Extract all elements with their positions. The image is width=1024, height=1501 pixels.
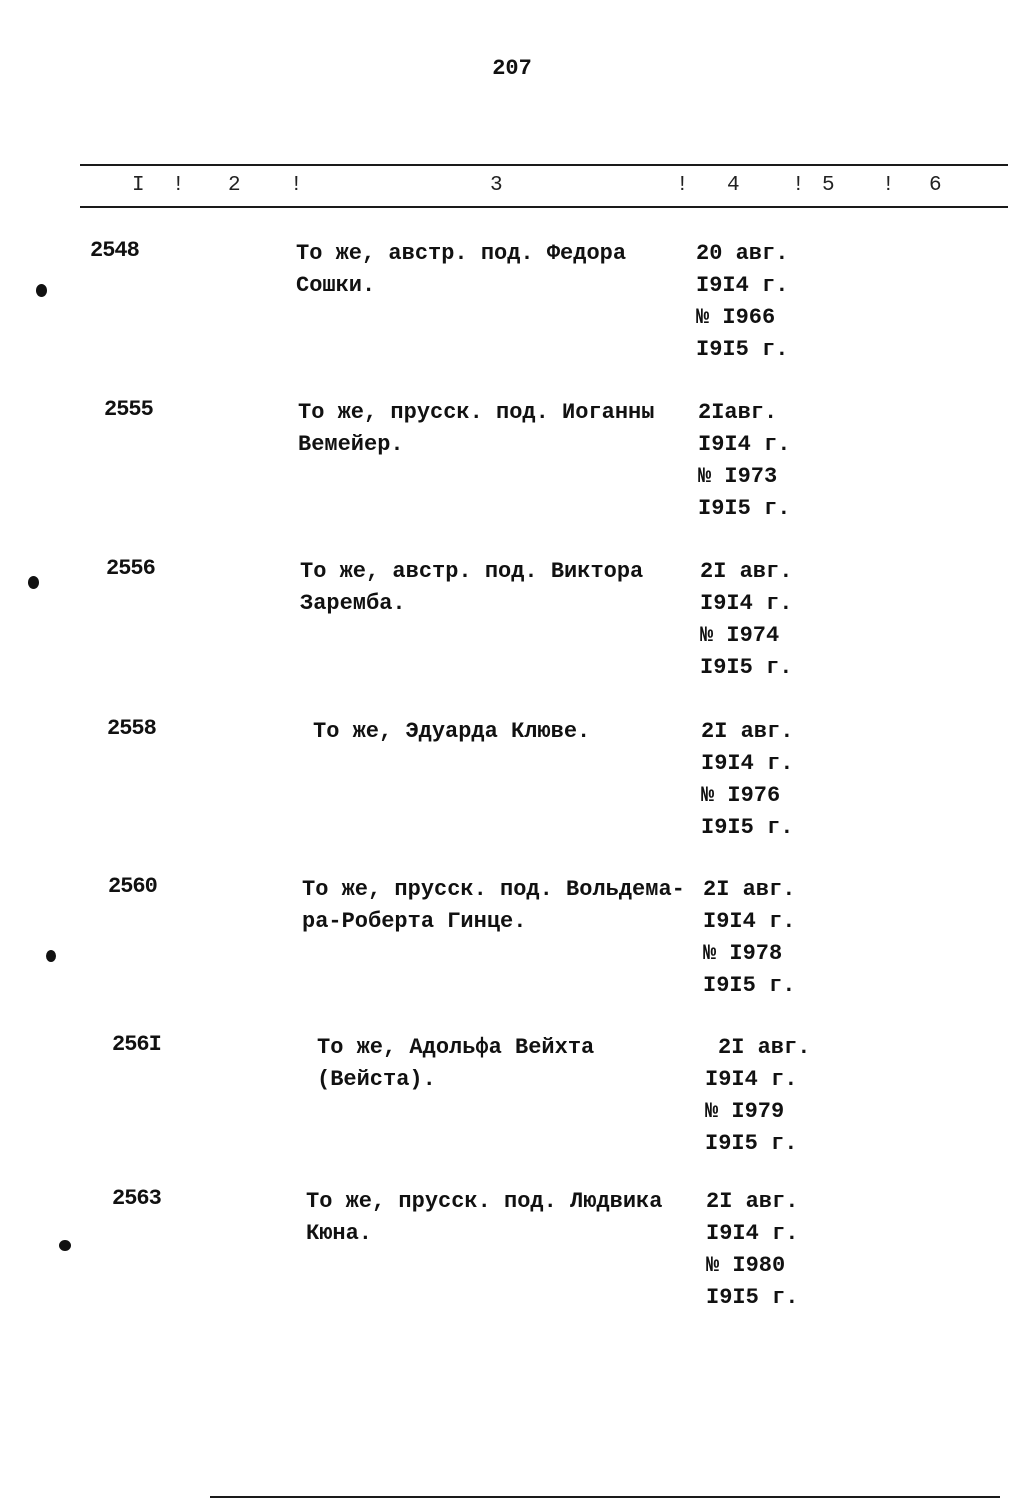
- column-header-1: I: [132, 174, 145, 197]
- record-date-start: 20 авг.: [696, 241, 789, 266]
- record-number: 2548: [90, 238, 139, 263]
- record-date-start: 2I авг.: [700, 559, 793, 584]
- record-date-start-year: I9I4 г.: [701, 751, 794, 776]
- table-row: [0, 238, 1024, 378]
- record-dates: [705, 1032, 825, 1160]
- record-number: 2555: [104, 397, 153, 422]
- record-date-end-year: I9I5 г.: [703, 973, 796, 998]
- table-row: [0, 397, 1024, 537]
- binding-hole-mark: [28, 576, 39, 589]
- record-number: 256I: [112, 1032, 161, 1057]
- record-date-start: 2I авг.: [706, 1189, 799, 1214]
- record-number: 2556: [106, 556, 155, 581]
- record-dates: [701, 716, 821, 844]
- record-date-start-year: I9I4 г.: [696, 273, 789, 298]
- record-dates: [700, 556, 820, 684]
- binding-hole-mark: [46, 950, 56, 962]
- record-date-end-year: I9I5 г.: [698, 496, 791, 521]
- column-separator: !: [172, 174, 185, 197]
- record-date-start-year: I9I4 г.: [706, 1221, 799, 1246]
- record-dates: [706, 1186, 826, 1314]
- table-row: [0, 1032, 1024, 1172]
- table-row: [0, 874, 1024, 1014]
- record-description: То же, австр. под. Федора Сошки.: [296, 241, 627, 298]
- record-date-start: 2I авг.: [701, 719, 794, 744]
- record-case-number: № I966: [696, 305, 776, 330]
- record-number: 2563: [112, 1186, 161, 1211]
- record-date-start: 2Iавг.: [698, 400, 778, 425]
- record-date-end-year: I9I5 г.: [696, 337, 789, 362]
- record-date-start: 2I авг.: [703, 877, 796, 902]
- record-description: То же, австр. под. Виктора Заремба.: [300, 559, 644, 616]
- record-case-number: № I976: [701, 783, 781, 808]
- table-row: [0, 1186, 1024, 1326]
- page-number: 207: [492, 56, 532, 81]
- record-case-number: № I973: [698, 464, 778, 489]
- record-dates: [703, 874, 823, 1002]
- record-case-number: № I980: [706, 1253, 786, 1278]
- column-header-4: 4: [727, 174, 740, 197]
- record-date-start: 2I авг.: [718, 1035, 811, 1060]
- record-description: То же, прусск. под. Иоганны Вемейер.: [298, 400, 655, 457]
- record-number: 2560: [108, 874, 157, 899]
- record-date-start-year: I9I4 г.: [698, 432, 791, 457]
- record-date-start-year: I9I4 г.: [703, 909, 796, 934]
- record-case-number: № I974: [700, 623, 780, 648]
- record-number: 2558: [107, 716, 156, 741]
- record-description: То же, прусск. под. Людвика Кюна.: [306, 1189, 663, 1246]
- column-separator: !: [676, 174, 689, 197]
- page-bottom-rule: [210, 1496, 1000, 1498]
- record-date-end-year: I9I5 г.: [701, 815, 794, 840]
- column-separator: !: [290, 174, 303, 197]
- binding-hole-mark: [59, 1240, 71, 1251]
- column-separator: !: [792, 174, 805, 197]
- record-dates: [696, 238, 816, 366]
- column-separator: !: [882, 174, 895, 197]
- record-date-end-year: I9I5 г.: [705, 1131, 798, 1156]
- record-description: То же, прусск. под. Вольдема- ра-Роберта Гинце.: [302, 877, 685, 934]
- table-row: [0, 556, 1024, 696]
- record-date-end-year: I9I5 г.: [700, 655, 793, 680]
- column-header-5: 5: [822, 174, 835, 197]
- column-header-3: 3: [490, 174, 503, 197]
- record-date-start-year: I9I4 г.: [700, 591, 793, 616]
- record-dates: [698, 397, 818, 525]
- binding-hole-mark: [36, 284, 47, 297]
- record-date-end-year: I9I5 г.: [706, 1285, 799, 1310]
- column-header-6: 6: [929, 174, 942, 197]
- table-row: [0, 716, 1024, 856]
- record-case-number: № I978: [703, 941, 783, 966]
- record-date-start-year: I9I4 г.: [705, 1067, 798, 1092]
- record-description: То же, Эдуарда Клюве.: [313, 719, 591, 744]
- column-header-2: 2: [228, 174, 241, 197]
- record-description: То же, Адольфа Вейхта (Вейста).: [317, 1035, 608, 1092]
- record-case-number: № I979: [705, 1099, 785, 1124]
